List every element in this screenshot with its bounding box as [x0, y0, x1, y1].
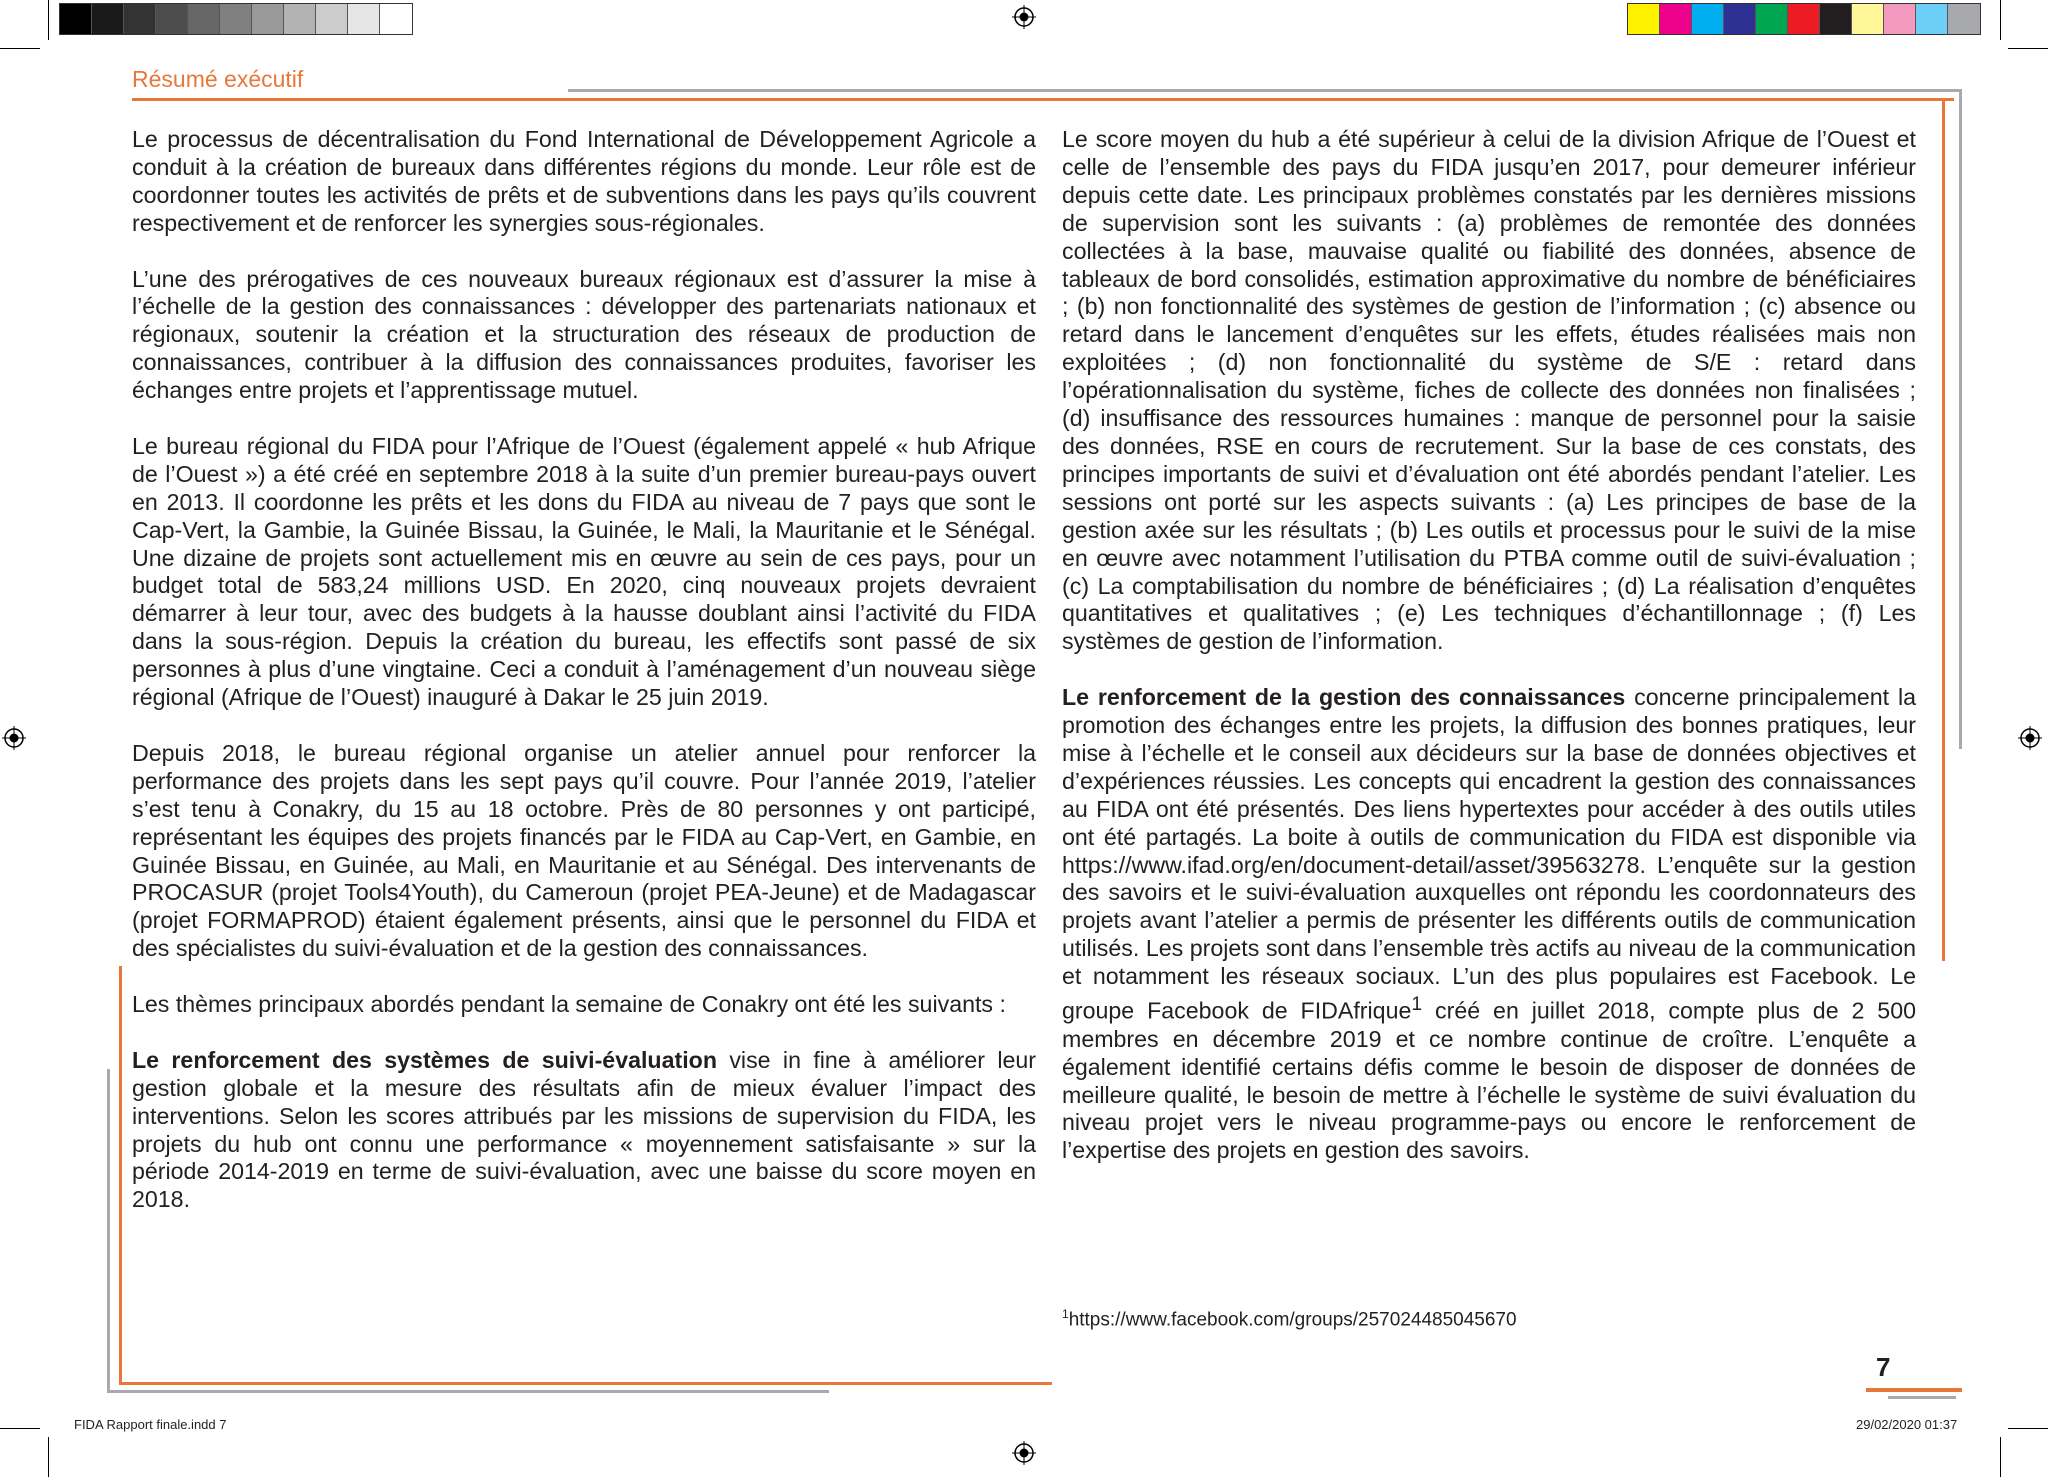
process-color-bar	[1627, 3, 1981, 35]
header-rule	[132, 98, 1954, 101]
page-number-rule	[1866, 1388, 1962, 1392]
running-title: Résumé exécutif	[132, 66, 304, 92]
crop-mark	[48, 0, 49, 40]
section-heading: Le renforcement des systèmes de suivi-évaluation	[132, 1046, 717, 1073]
color-swatch	[1660, 4, 1692, 34]
color-swatch	[156, 4, 188, 34]
registration-mark-icon	[1012, 5, 1036, 29]
page-number-rule-grey	[1888, 1396, 1956, 1399]
color-swatch	[1916, 4, 1948, 34]
color-swatch	[1820, 4, 1852, 34]
paragraph: Depuis 2018, le bureau régional organise un atelier annuel pour renforcer la performance des projets dans les sept pays qu’il couvre. Pour l’année 2019, l’atelier s’est tenu à Conakry, du 15 au 18 octobre. Près de 80 personnes y ont participé, représentant les équipes des projets financés par le FIDA au Cap-Vert, en Gambie, en Guinée Bissau, en Guinée, au Mali, en Mauritanie et au Sénégal. Des intervenants de PROCASUR (projet Tools4Youth), du Cameroun (projet PEA-Jeune) et de Madagascar (projet FORMAPROD) étaient également présents, ainsi que le personnel du FIDA et des spécialistes du suivi-évaluation et de la gestion des connaissances.	[132, 739, 1036, 962]
side-rule-grey	[1959, 89, 1962, 749]
paragraph: Le score moyen du hub a été supérieur à celui de la division Afrique de l’Ouest et celle de l’ensemble des pays du FIDA jusqu’en 2017, pour demeurer inférieur depuis cette date. Les principaux problèmes constatés par les dernières missions de supervision sont les suivants : (a) problèmes de remontée des données collectées à la base, mauvaise qualité ou fiabilité des données, absence de tableaux de bord consolidés, estimation approximative du nombre de bénéficiaires ; (b) non fonctionnalité des systèmes de gestion de l’information ; (c) absence ou retard dans le lancement d’enquêtes sur les effets, études réalisées mais non exploitées ; (d) non fonctionnalité du système de S/E : retard dans l’opérationnalisation du système, fiches de collecte des données non finalisées ; (d) insuffisance des ressources humaines : manque de personnel pour la saisie des données, RSE en cours de recrutement. Sur la base de ces constats, des principes importants de suivi et d’évaluation ont été abordés pendant l’atelier. Les sessions ont porté sur les aspects suivants : (a) Les principes de base de la gestion axée sur les résultats ; (b) Les outils et processus pour le suivi de la mise en œuvre avec notamment l’utilisation du PTBA comme outil de suivi-évaluation ; (c) La comptabilisation du nombre de bénéficiaires ; (d) La réalisation d’enquêtes quantitatives et qualitatives ; (e) Les techniques d’échantillonnage ; (f) Les systèmes de gestion de l’information.	[1062, 126, 1916, 655]
color-swatch	[380, 4, 412, 34]
color-swatch	[124, 4, 156, 34]
side-rule	[1942, 99, 1945, 961]
footnote-link[interactable]: https://www.facebook.com/groups/257024485045670	[1068, 1309, 1517, 1331]
slug-filename: FIDA Rapport finale.indd 7	[74, 1417, 227, 1432]
paragraph	[132, 1047, 1036, 1214]
left-frame-rule-grey	[107, 1069, 110, 1393]
paragraph-text: concerne principalement la promotion des échanges entre les projets, la diffusion des bonnes pratiques, leur mise à l’échelle et le conseil aux décideurs sur la base de données objectives et d’expériences réussies. Les concepts qui encadrent la gestion des connaissances au FIDA ont été présentés. Des liens hypertextes pour accéder à des outils utiles ont été partagés. La boite à outils de communication du FIDA est disponible via https://www.ifad.org/en/document-detail/asset/39563278. L’enquête sur la gestion des savoirs et le suivi-évaluation auxquelles ont répondu les coordonnateurs des projets avant l’atelier a permis de présenter les différents outils de communication utilisés. Les projets sont dans l’ensemble très actifs au niveau de la communication et notamment les réseaux sociaux. L’un des plus populaires est Facebook. Le groupe Facebook de FIDAfrique	[1062, 684, 1916, 1024]
color-swatch	[92, 4, 124, 34]
crop-mark	[0, 48, 40, 49]
bottom-frame-rule-grey	[107, 1390, 829, 1393]
color-swatch	[1628, 4, 1660, 34]
footnote-marker: 1	[1062, 1307, 1069, 1321]
crop-mark	[2008, 48, 2048, 49]
paragraph: Les thèmes principaux abordés pendant la semaine de Conakry ont été les suivants :	[132, 991, 1006, 1018]
color-swatch	[60, 4, 92, 34]
registration-mark-icon	[2, 726, 26, 750]
paragraph: Le bureau régional du FIDA pour l’Afrique de l’Ouest (également appelé « hub Afrique de l’Ouest ») a été créé en septembre 2018 à la suite d’un premier bureau-pays ouvert en 2013. Il coordonne les prêts et les dons du FIDA au niveau de 7 pays que sont le Cap-Vert, la Gambie, la Guinée Bissau, la Guinée, le Mali, la Mauritanie et le Sénégal. Une dizaine de projets sont actuellement mis en œuvre au sein de ces pays, pour un budget total de 583,24 millions USD. En 2020, cinq nouveaux projets devraient démarrer à leur tour, avec des budgets à la hausse doublant ainsi l’activité du FIDA dans la sous-région. Depuis la création du bureau, les effectifs sont passé de six personnes à plus d’une vingtaine. Ceci a conduit à l’aménagement d’un nouveau siège régional (Afrique de l’Ouest) inauguré à Dakar le 25 juin 2019.	[132, 432, 1036, 711]
left-frame-rule	[119, 966, 122, 1384]
color-swatch	[348, 4, 380, 34]
color-swatch	[316, 4, 348, 34]
color-swatch	[252, 4, 284, 34]
color-swatch	[1692, 4, 1724, 34]
paragraph-text: créé en juillet 2018, compte plus de 2 500 membres en décembre 2019 et ce nombre continue de croître. L’enquête a également identifié certains défis comme le besoin de disposer de données de meilleure qualité, le besoin de mettre à l’échelle le système de suivi évaluation du niveau projet vers le niveau programme-pays ou encore le renforcement de l’expertise des projets en gestion des savoirs.	[1062, 997, 1916, 1164]
color-swatch	[1788, 4, 1820, 34]
left-column	[132, 126, 1036, 1214]
color-swatch	[284, 4, 316, 34]
crop-mark	[2008, 1428, 2048, 1429]
registration-mark-icon	[2, 0, 26, 24]
section-heading: Le renforcement de la gestion des connaissances	[1062, 684, 1626, 711]
color-swatch	[1852, 4, 1884, 34]
right-column	[1062, 126, 1916, 1165]
color-swatch	[1948, 4, 1980, 34]
page-number: 7	[1876, 1352, 1891, 1382]
color-swatch	[1884, 4, 1916, 34]
slug-timestamp: 29/02/2020 01:37	[1856, 1417, 1958, 1432]
color-swatch	[188, 4, 220, 34]
crop-mark	[0, 1428, 40, 1429]
registration-mark-icon	[2018, 726, 2042, 750]
header-rule-grey	[568, 89, 1962, 92]
crop-mark	[48, 1437, 49, 1477]
footnote	[1062, 1302, 1517, 1332]
paragraph	[1062, 684, 1916, 1165]
paragraph: Le processus de décentralisation du Fond International de Développement Agricole a conduit à la création de bureaux dans différentes régions du monde. Leur rôle est de coordonner toutes les activités de prêts et de subventions dans les pays qu’ils couvrent respectivement et de renforcer les synergies sous-régionales.	[132, 126, 1036, 236]
color-swatch	[220, 4, 252, 34]
paragraph-text: vise in fine à améliorer leur gestion globale et la mesure des résultats afin de mieux évaluer l’impact des interventions. Selon les scores attribués par les missions de supervision du FIDA, les projets du hub ont connu une performance « moyennement satisfaisante » sur la période 2014-2019 en terme de suivi-évaluation, avec une baisse du score moyen en 2018.	[132, 1046, 1036, 1213]
color-swatch	[1756, 4, 1788, 34]
crop-mark	[2000, 1437, 2001, 1477]
grey-color-bar	[59, 3, 413, 35]
footnote-reference: 1	[1411, 994, 1423, 1016]
registration-mark-icon	[1012, 1441, 1036, 1465]
paragraph: L’une des prérogatives de ces nouveaux bureaux régionaux est d’assurer la mise à l’échelle de la gestion des connaissances : développer des partenariats nationaux et régionaux, soutenir la création et la structuration des réseaux de production de connaissances, contribuer à la diffusion des connaissances produites, favoriser les échanges entre projets et l’apprentissage mutuel.	[132, 265, 1036, 404]
color-swatch	[1724, 4, 1756, 34]
crop-mark	[2000, 0, 2001, 40]
bottom-frame-rule	[119, 1382, 1052, 1385]
